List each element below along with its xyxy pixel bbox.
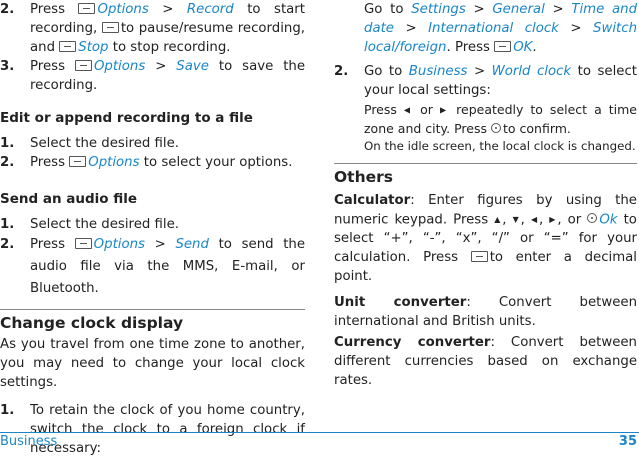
send-step-1 xyxy=(0,215,305,234)
clock-step-2-substep xyxy=(364,101,637,138)
separator: > xyxy=(570,21,582,36)
left-arrow-icon: ◀ xyxy=(403,105,414,115)
text: Press xyxy=(364,102,397,117)
options-link: Options xyxy=(93,237,145,252)
unit-converter-label: Unit converter xyxy=(334,295,467,310)
text: to send the audio file via the MMS, E-mail, or Bluetooth. xyxy=(30,237,306,296)
text: , or xyxy=(557,212,582,227)
heading-edit-recording: Edit or append recording to a file xyxy=(0,110,253,126)
text: to start recording, xyxy=(30,2,305,36)
left-softkey-icon xyxy=(494,41,511,52)
ok-link: OK xyxy=(513,40,533,55)
text: : Convert between international and British units. xyxy=(334,295,637,329)
time-date-link: Time and date xyxy=(364,2,638,36)
calculator-description: Calculator: Enter figures by using the numeric keypad. Press ▲, ▼, ◀, ▶, or Ok to select “+”, “-”, “x”, “/” or “=” for your calculation. Press to enter a decimal point. xyxy=(334,192,637,284)
clock-step-2 xyxy=(334,62,637,155)
step-number: 1. xyxy=(0,217,15,232)
edit-step-2 xyxy=(0,153,305,172)
left-arrow-icon: ◀ xyxy=(530,214,539,224)
separator: > xyxy=(473,64,486,79)
separator: > xyxy=(154,237,166,252)
options-link: Options xyxy=(93,59,146,74)
text: Press xyxy=(30,155,65,170)
options-link: Options xyxy=(88,155,140,170)
right-softkey-icon xyxy=(59,41,76,52)
record-link: Record xyxy=(186,2,234,17)
text: Press xyxy=(30,237,65,252)
text: to pause/resume recording, and xyxy=(30,21,305,55)
page-number: 35 xyxy=(618,434,637,449)
separator: > xyxy=(405,21,417,36)
step-3-save xyxy=(0,57,305,95)
text: repeatedly to select a time zone and city. Press xyxy=(364,102,637,136)
page-footer xyxy=(0,432,639,449)
step-number: 2. xyxy=(334,64,349,79)
general-link: General xyxy=(492,2,545,17)
text: Press xyxy=(30,2,65,17)
calculator-label: Calculator xyxy=(334,192,411,208)
text: Select the desired file. xyxy=(30,217,180,232)
text: or xyxy=(420,102,433,117)
text: Select the desired file. xyxy=(30,136,180,151)
save-link: Save xyxy=(176,59,209,74)
left-softkey-icon xyxy=(75,238,92,249)
separator: > xyxy=(155,59,167,74)
international-clock-link: International clock xyxy=(428,21,559,36)
text: : Enter figures by using the numeric keypad. Press xyxy=(334,192,637,227)
clock-intro: As you travel from one time zone to another, you may need to change your local clock settings. xyxy=(0,337,305,390)
text: : Convert between different currencies based on exchange rates. xyxy=(334,335,637,388)
text: to enter a decimal point. xyxy=(334,250,637,284)
clock-step-1 xyxy=(0,401,305,458)
unit-converter-description xyxy=(334,293,637,331)
text: . xyxy=(532,40,537,55)
currency-converter-label: Currency converter xyxy=(334,335,491,350)
text: to select “+”, “-”, “x”, “/” or “=” for your calculation. Press xyxy=(334,212,637,265)
edit-step-1 xyxy=(0,134,305,153)
text: To retain the clock of you home country, switch the clock to a foreign clock if necessary: xyxy=(30,403,305,456)
text: Go to xyxy=(364,64,403,79)
text: Press xyxy=(30,59,65,74)
currency-converter-description xyxy=(334,333,637,390)
business-link: Business xyxy=(408,64,468,79)
step-2-record xyxy=(0,0,305,57)
switch-local-foreign-link: Switch local/foreign xyxy=(364,21,638,55)
step-number: 1. xyxy=(0,403,15,418)
heading-change-clock: Change clock display xyxy=(0,309,305,333)
send-link: Send xyxy=(175,237,209,252)
center-key-icon xyxy=(587,213,597,223)
center-key-icon xyxy=(491,123,501,133)
left-column xyxy=(0,0,305,458)
text: Go to xyxy=(364,2,404,17)
hash-key-icon xyxy=(471,251,488,262)
text: . Press xyxy=(446,40,490,55)
heading-send-audio: Send an audio file xyxy=(0,191,138,207)
ok-link: Ok xyxy=(599,212,618,227)
step-number: 3. xyxy=(0,59,15,74)
send-step-2 xyxy=(0,234,305,300)
right-arrow-icon: ▶ xyxy=(549,214,558,224)
options-link: Options xyxy=(97,2,149,17)
footer-section-name: Business xyxy=(0,434,58,449)
down-arrow-icon: ▼ xyxy=(512,214,521,224)
separator: > xyxy=(552,2,564,17)
left-softkey-icon xyxy=(78,3,95,14)
right-column xyxy=(334,0,637,390)
step-number: 2. xyxy=(0,237,15,252)
clock-note: On the idle screen, the local clock is changed. xyxy=(364,138,636,153)
text: to select your local settings: xyxy=(364,64,637,98)
text: to confirm. xyxy=(502,120,571,136)
up-arrow-icon: ▲ xyxy=(494,214,503,224)
settings-link: Settings xyxy=(411,2,466,17)
left-softkey-icon xyxy=(69,156,86,167)
text: to stop recording. xyxy=(112,40,231,55)
right-arrow-icon: ▶ xyxy=(439,105,450,115)
clock-step-1-continued xyxy=(334,0,637,57)
left-softkey-icon xyxy=(102,22,119,33)
text: to select your options. xyxy=(143,155,293,170)
stop-link: Stop xyxy=(78,40,109,55)
step-number: 2. xyxy=(0,155,15,170)
step-number: 1. xyxy=(0,136,15,151)
separator: > xyxy=(162,2,174,17)
text: to save the recording. xyxy=(30,59,306,93)
heading-others: Others xyxy=(334,163,637,187)
world-clock-link: World clock xyxy=(491,64,572,79)
left-softkey-icon xyxy=(75,60,92,71)
separator: > xyxy=(473,2,485,17)
step-number: 2. xyxy=(0,2,15,17)
